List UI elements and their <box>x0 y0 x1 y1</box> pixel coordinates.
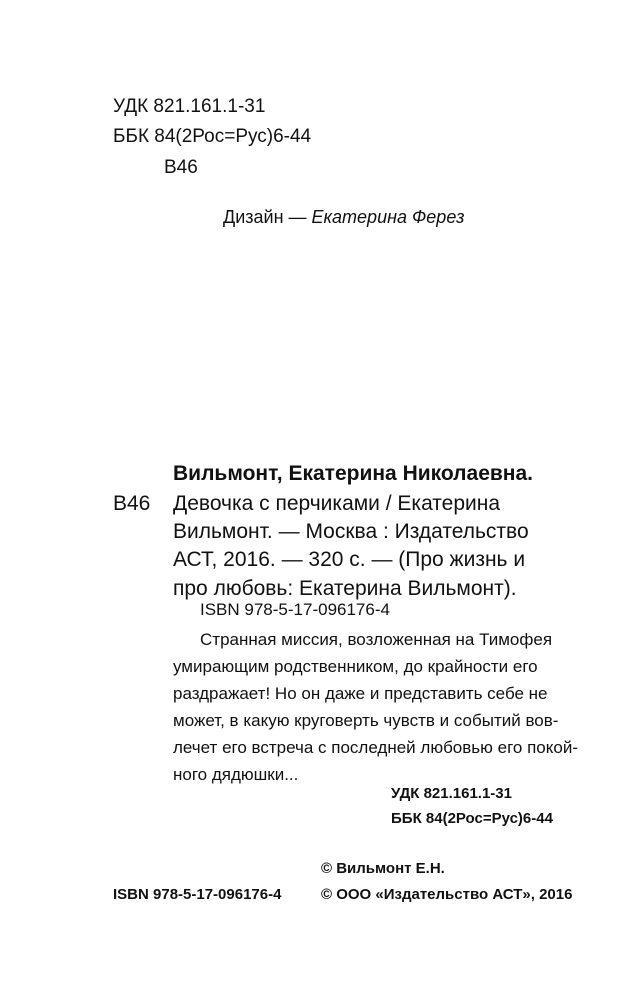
footer-isbn: ISBN 978-5-17-096176-4 <box>113 886 282 903</box>
design-name: Екатерина Ферез <box>311 207 465 227</box>
top-cutter-number: В46 <box>164 157 198 178</box>
record-cutter-number: В46 <box>113 492 151 515</box>
top-bbk: ББК 84(2Рос=Рус)6-44 <box>113 126 312 147</box>
classification-udk: УДК 821.161.1-31 <box>391 785 512 802</box>
annotation-line: ного дядюшки... <box>173 765 299 784</box>
annotation-line: раздражает! Но он даже и представить себе не <box>173 684 548 703</box>
design-label: Дизайн — <box>223 207 307 227</box>
design-credit <box>223 207 465 228</box>
copyright-publisher: © ООО «Издательство АСТ», 2016 <box>321 886 573 903</box>
author-heading: Вильмонт, Екатерина Николаевна. <box>173 462 533 485</box>
copyright-author: © Вильмонт Е.Н. <box>321 860 445 877</box>
classification-bbk: ББК 84(2Рос=Рус)6-44 <box>391 810 553 827</box>
biblio-line: Вильмонт. — Москва : Издательство <box>173 520 529 543</box>
record-isbn: ISBN 978-5-17-096176-4 <box>200 600 390 619</box>
biblio-line: АСТ, 2016. — 320 с. — (Про жизнь и <box>173 548 526 571</box>
annotation-line: умирающим родственником, до крайности его <box>173 657 538 676</box>
biblio-line <box>173 492 583 516</box>
annotation-line: лечет его встреча с последней любовью его покой- <box>173 738 578 757</box>
biblio-line-text: Девочка с перчиками / Екатерина <box>173 492 501 515</box>
annotation-line: может, в какую круговерть чувств и событий вов- <box>173 711 559 730</box>
top-udk: УДК 821.161.1-31 <box>113 96 266 117</box>
biblio-line: про любовь: Екатерина Вильмонт). <box>173 577 517 600</box>
annotation-line: Странная миссия, возложенная на Тимофея <box>200 630 553 649</box>
